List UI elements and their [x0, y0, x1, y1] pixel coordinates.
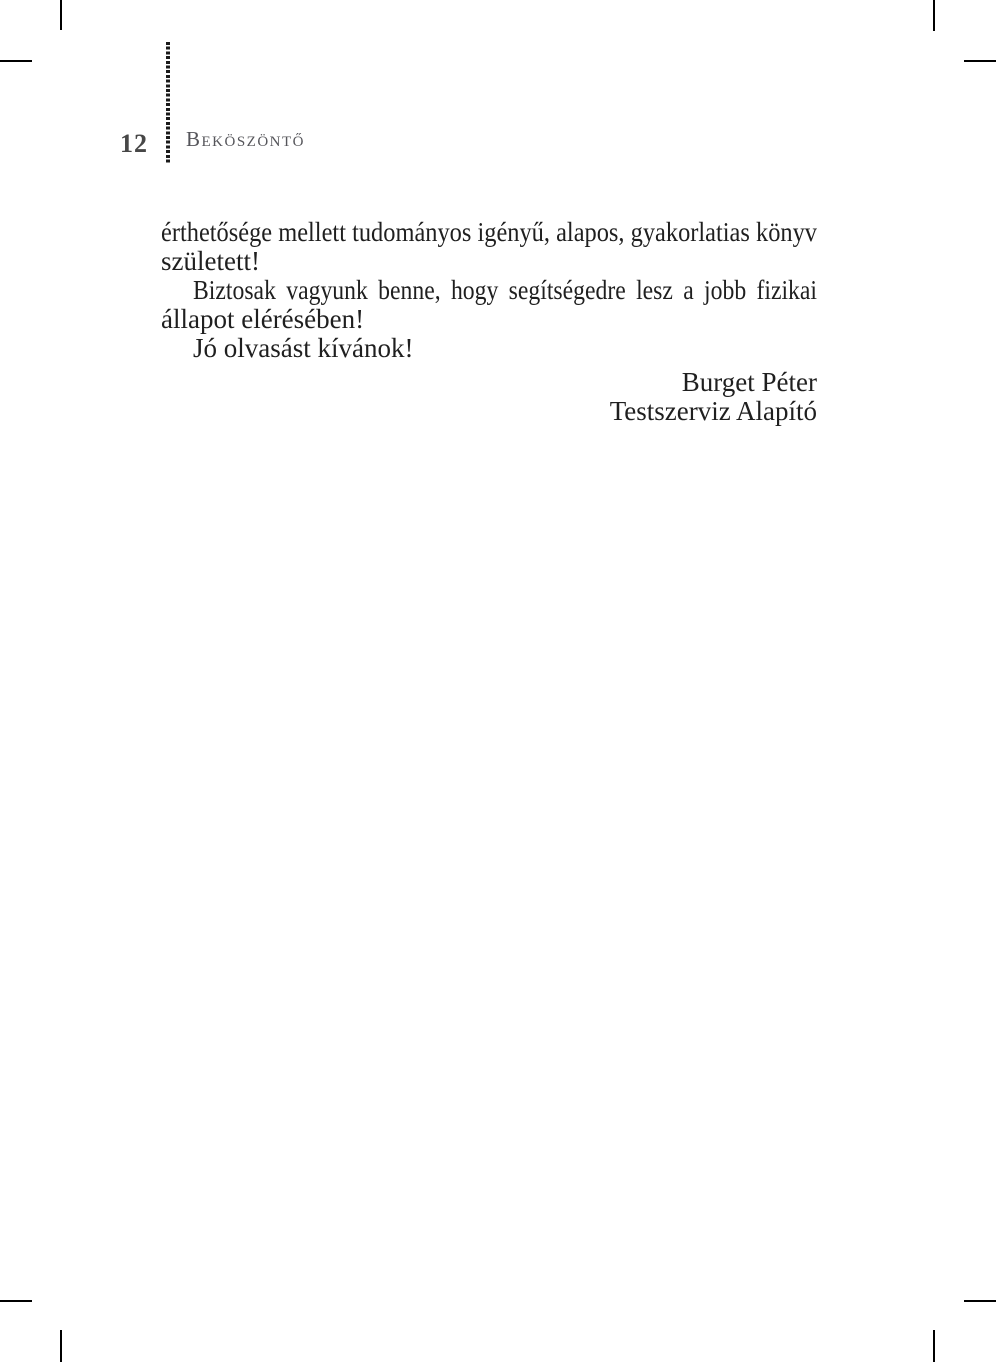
body-line: [161, 218, 817, 247]
body-text-block: [161, 218, 817, 426]
crop-mark-bottom-left-horizontal: [0, 1300, 32, 1302]
crop-mark-top-left-horizontal: [0, 60, 32, 62]
crop-mark-bottom-right-vertical: [933, 1330, 935, 1362]
body-line: [161, 334, 817, 363]
crop-mark-top-right-horizontal: [964, 60, 996, 62]
body-line-text: állapot elérésében!: [161, 304, 365, 334]
signature-name: Burget Péter: [681, 367, 817, 397]
body-line: [161, 247, 817, 276]
body-line-text: Jó olvasást kívánok!: [193, 333, 414, 363]
signature-title: Testszerviz Alapító: [609, 396, 817, 426]
body-line: [161, 276, 817, 305]
header-divider-dotted-rule: [166, 42, 170, 163]
body-line-text: született!: [161, 246, 260, 276]
body-line-text: Biztosak vagyunk benne, hogy segítségedre lesz a jobb fizikai: [193, 275, 817, 305]
running-header: Beköszöntő: [186, 127, 305, 151]
crop-mark-bottom-left-vertical: [60, 1330, 62, 1362]
body-line-text: érthetősége mellett tudományos igényű, alapos, gyakorlatias könyv: [161, 217, 817, 247]
crop-mark-bottom-right-horizontal: [964, 1300, 996, 1302]
body-line: [161, 305, 817, 334]
crop-mark-top-left-vertical: [60, 0, 62, 30]
page-number: 12: [120, 129, 148, 158]
crop-mark-top-right-vertical: [933, 0, 935, 31]
